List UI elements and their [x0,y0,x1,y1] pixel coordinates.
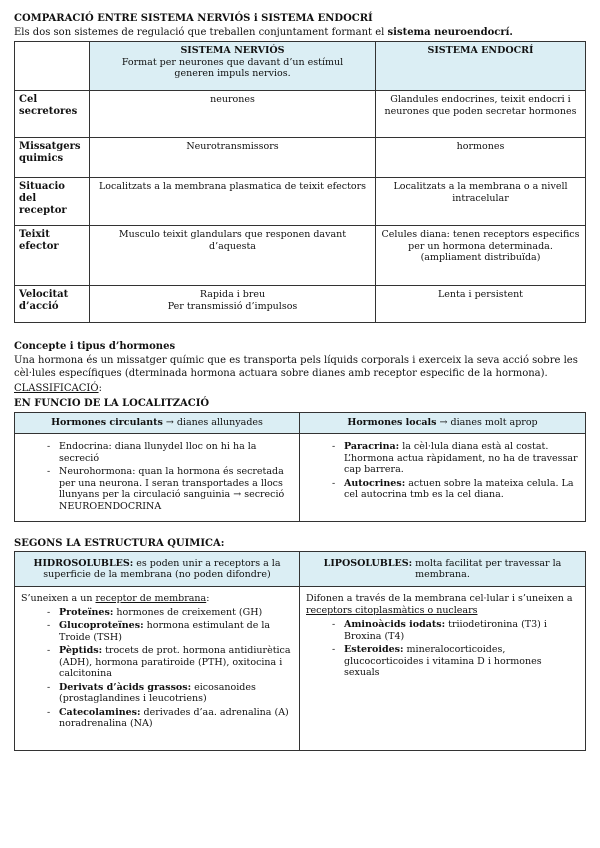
localization-header-row [15,413,586,434]
item-bold: Derivats d’àcids grassos: [59,681,192,693]
intro-post: : [206,593,210,604]
header-endocri: SISTEMA ENDOCRÍ [376,42,586,91]
localization-table [14,412,586,522]
subheading-estructura: SEGONS LA ESTRUCTURA QUIMICA: [14,538,225,549]
hidrosolubles-cell [15,587,300,751]
intro-text [14,26,589,39]
row-label: Missatgers quimics [15,138,90,178]
header-locals-bold: Hormones locals [347,417,437,429]
cell-nervios-line2: Per transmissió d’impulsos [167,300,298,312]
table-row [15,91,586,138]
intro-pre: S’uneixen a un [21,593,96,604]
row-label: Velocitat d’acció [15,286,90,323]
list-item [59,645,293,680]
intro-pre: Difonen a través de la membrana cel·lular i s’uneixen a [306,593,573,604]
comparison-table [14,41,586,323]
item-text: actuen sobre la mateixa celula. La cel autocrina tmb es la cel diana. [344,477,574,500]
item-bold: Autocrines: [344,477,406,489]
item-text: triiodetironina (T3) i Broxina (T4) [344,619,547,642]
row-label: Cel secretores [15,91,90,138]
item-bold: Glucoproteïnes: [59,620,144,631]
header-liposolubles-rest: molta facilitat per travessar la membrana. [412,557,562,580]
subheading-localitzacio: EN FUNCIO DE LA LOCALITZACIÓ [14,398,210,409]
list-item [59,620,293,643]
header-nervios-sub: Format per neurones que davant d’un estímul generen impuls nervios. [121,56,344,79]
locals-cell [300,434,586,522]
list-item [59,607,293,619]
hidrosolubles-intro [21,593,293,605]
item-bold: Aminoàcids iodats: [344,619,446,630]
liposolubles-intro [306,593,579,616]
cell-endocri: hormones [376,138,586,178]
item-text: eicosanoides (prostaglandines i leucotriens) [59,681,256,704]
classification-text: CLASSIFICACIÓ [14,383,99,394]
structure-table [14,551,586,751]
header-locals-rest: → dianes molt aprop [436,417,538,429]
intro-bold: sistema neuroendocrí. [387,27,513,38]
classification-colon: : [98,383,102,394]
list-item [59,682,293,705]
classification-label [14,382,102,395]
comparison-corner-cell [15,42,90,91]
item-bold: Esteroides: [344,644,404,655]
header-hidrosolubles-rest: es poden unir a receptors a la superficie de la membrana (no poden difondre) [43,557,281,580]
list-item [344,478,579,501]
list-item: - Endocrina: diana llunydel lloc on hi ha la secreció [59,441,291,464]
cell-endocri: Celules diana: tenen receptors especifics per un hormona determinada. (ampliament distribuïda) [376,226,586,286]
cell-endocri: Glandules endocrines, teixit endocri i neurones que poden secretar hormones [376,91,586,138]
list-item [59,707,293,730]
item-text: derivades d’aa. adrenalina (A) noradrenalina (NA) [59,706,289,729]
comparison-header-row [15,42,586,91]
item-bold: Catecolamines: [59,706,141,718]
header-hidrosolubles [15,552,300,587]
cell-nervios-line1: Rapida i breu [199,289,266,300]
liposolubles-cell [300,587,586,751]
circulants-cell [15,434,300,522]
cell-nervios: Musculo teixit glandulars que responen davant d’aquesta [90,226,376,286]
hormone-definition: Una hormona és un missatger químic que es transporta pels líquids corporals i exerceix la seva acció sobre les cèl·lules específiques (dterminada hormona actuara sobre dianes amb receptor especific de la hormona). [14,355,578,379]
structure-header-row [15,552,586,587]
item-text: mineralocorticoides, glucocorticoides i vitamina D i hormones sexuals [344,644,542,678]
item-text: hormones de creixement (GH) [113,606,263,618]
table-row [15,138,586,178]
cell-endocri: Lenta i persistent [376,286,586,323]
cell-nervios: Neurotransmissors [90,138,376,178]
cell-nervios [90,286,376,323]
item-bold: Proteïnes: [59,606,114,618]
row-label: Situacio del receptor [15,178,90,226]
structure-body-row [15,587,586,751]
header-locals [300,413,586,434]
cell-endocri: Localitzats a la membrana o a nivell intracelular [376,178,586,226]
item-bold: Pèptids: [59,645,103,656]
header-nervios-title: SISTEMA NERVIÓS [180,45,285,56]
header-hidrosolubles-bold: HIDROSOLUBLES: [33,557,134,569]
list-item: - Neurohormona: quan la hormona és secretada per una neurona. I seran transportades a llocs llunyans per la circulació sanguinia → secreció NEUROENDOCRINA [59,466,291,512]
header-circulants-bold: Hormones circulants [51,417,163,429]
table-row [15,178,586,226]
item-text: hormona estimulant de la Troide (TSH) [59,620,271,643]
item-text: la cèl·lula diana està al costat. L’hormona actua ràpidament, no ha de travessar cap barrera. [344,441,578,475]
list-item [344,619,579,642]
list-item [344,644,579,679]
doc-title: COMPARACIÓ ENTRE SISTEMA NERVIÓS i SISTEMA ENDOCRÍ [14,13,373,24]
header-circulants-rest: → dianes allunyades [162,417,263,429]
header-liposolubles [300,552,586,587]
cell-nervios: Localitzats a la membrana plasmatica de teixit efectors [90,178,376,226]
localization-body-row [15,434,586,522]
intro-underlined: receptor de membrana [95,593,207,604]
header-circulants [15,413,300,434]
row-label: Teixit efector [15,226,90,286]
intro-underlined: receptors citoplasmàtics o nuclears [306,604,478,616]
header-nervios [90,42,376,91]
cell-nervios: neurones [90,91,376,138]
table-row [15,286,586,323]
intro-pre: Els dos son sistemes de regulació que treballen conjuntament formant el [14,27,388,38]
item-bold: Paracrina: [344,441,400,452]
section-heading-hormones: Concepte i tipus d’hormones [14,341,176,352]
table-row [15,226,586,286]
header-liposolubles-bold: LIPOSOLUBLES: [323,557,413,569]
list-item [344,441,579,476]
item-text: trocets de prot. hormona antidiurètica (ADH), hormona paratiroide (PTH), oxitocina i calcitonina [59,645,291,679]
